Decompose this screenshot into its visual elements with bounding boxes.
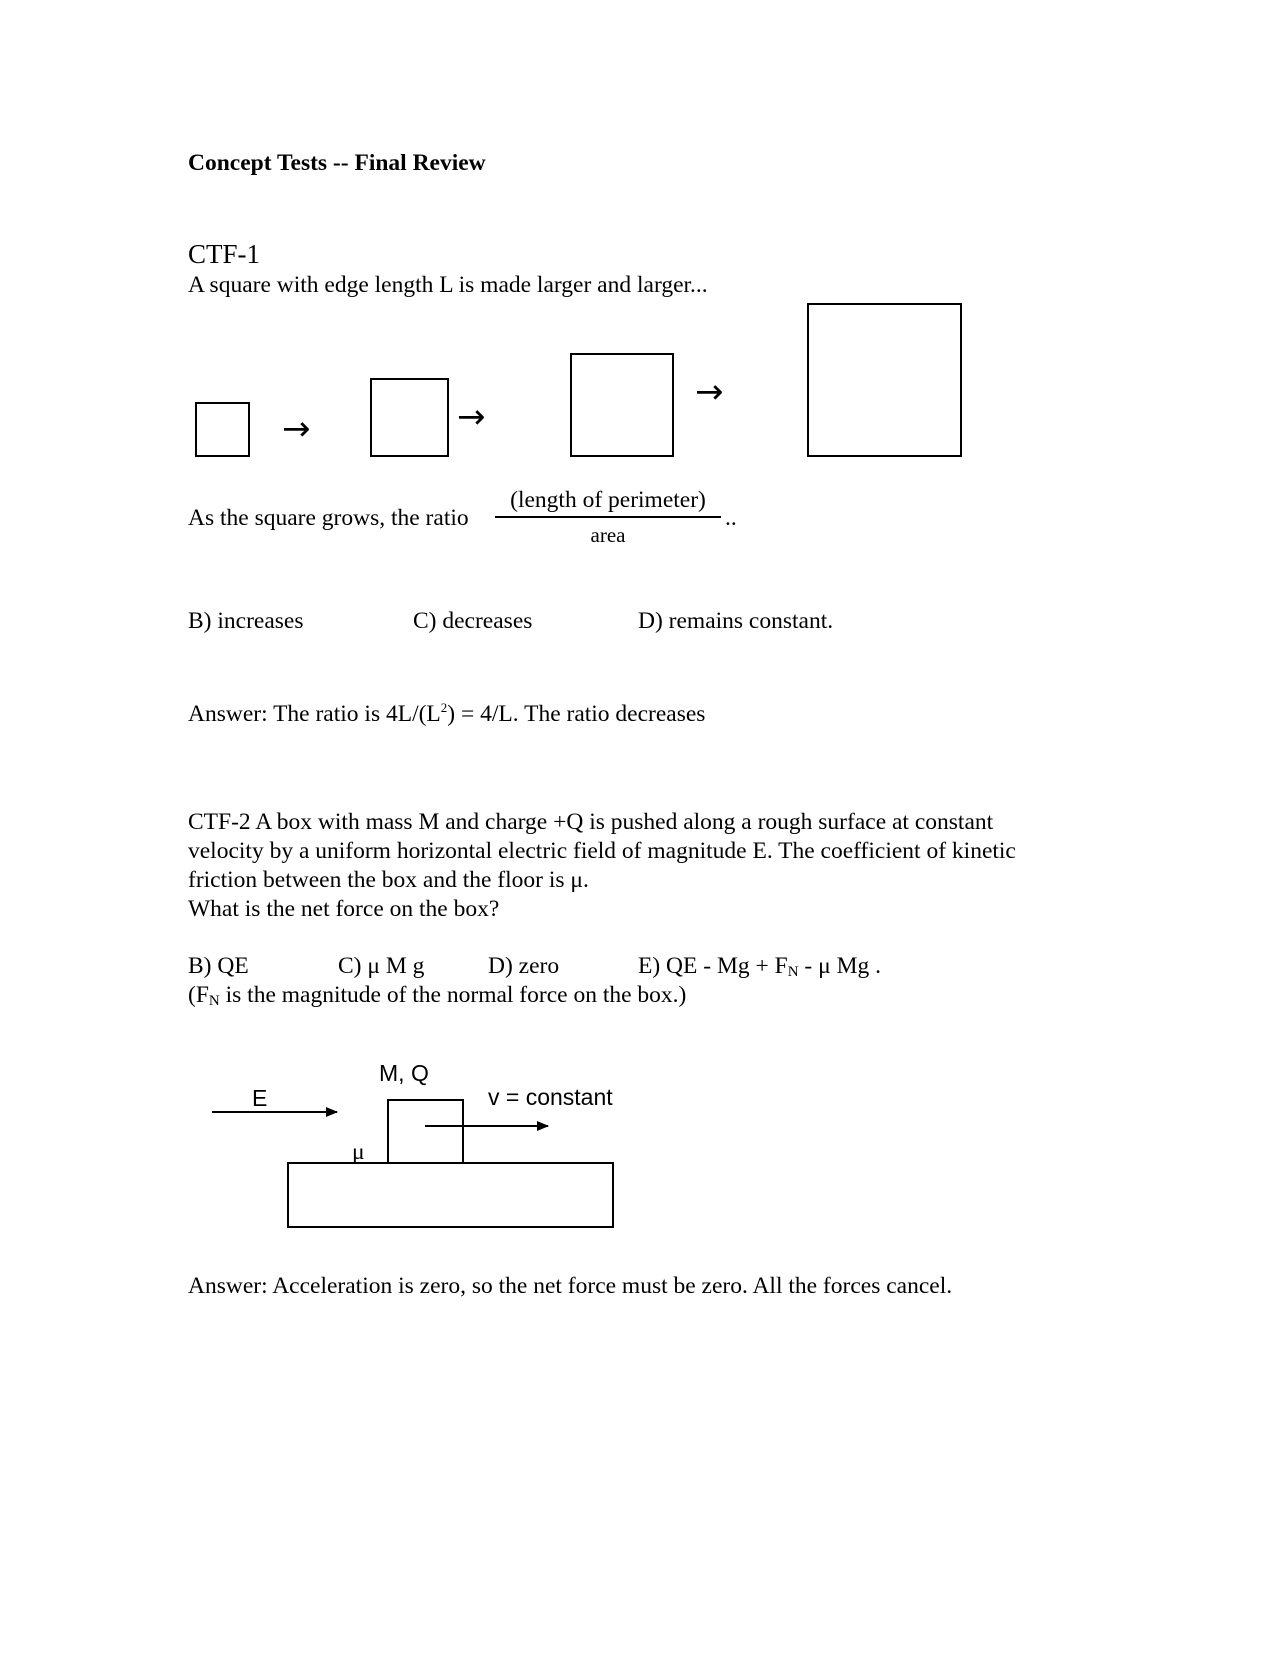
ctf1-choice-b: B) increases [188,608,304,634]
note-subscript: N [208,993,220,1009]
ctf2-choice-b: B) QE [188,953,249,979]
ctf1-heading: CTF-1 [188,239,261,269]
note-text: is the magnitude of the normal force on the box.) [219,982,687,1008]
ctf2-line-3: friction between the box and the floor is μ. [188,867,589,893]
right-arrow-icon: → [695,372,724,412]
ctf2-answer: Answer: Acceleration is zero, so the net force must be zero. All the forces cancel. [188,1273,953,1299]
velocity-label: v = constant [488,1084,613,1110]
ctf1-prompt: A square with edge length L is made larger and larger... [188,272,708,298]
note-text: (F [188,982,209,1008]
choice-text: E) QE - Mg + F [638,953,788,979]
box-label: M, Q [379,1060,429,1086]
rough-surface [288,1163,613,1227]
ctf1-choice-d: D) remains constant. [638,608,834,634]
answer-exponent: 2 [440,700,448,715]
ctf2-question: What is the net force on the box? [188,896,500,922]
field-label: E [252,1085,268,1111]
right-arrow-icon: → [457,397,486,437]
answer-text: Answer: The ratio is 4L/(L [188,700,441,727]
ratio-trailing: .. [725,505,737,531]
right-arrow-icon: → [282,409,311,449]
ratio-intro: As the square grows, the ratio [188,505,469,531]
ctf2-line-1: CTF-2 A box with mass M and charge +Q is pushed along a rough surface at constant [188,809,994,835]
charged-box [388,1100,463,1163]
ctf2-line-2: velocity by a uniform horizontal electric field of magnitude E. The coefficient of kinetic [188,838,1016,864]
friction-mu-label: μ [352,1139,365,1165]
ctf2-choice-d: D) zero [488,953,560,979]
ctf1-choice-c: C) decreases [413,608,533,634]
page-title: Concept Tests -- Final Review [188,150,486,176]
ratio-numerator: (length of perimeter) [510,487,706,513]
answer-text: ) = 4/L. The ratio decreases [447,700,706,727]
ctf2-choice-c: C) μ M g [338,953,425,979]
choice-subscript: N [787,964,799,980]
choice-text: - μ Mg . [798,953,881,979]
ratio-denominator: area [590,523,626,547]
